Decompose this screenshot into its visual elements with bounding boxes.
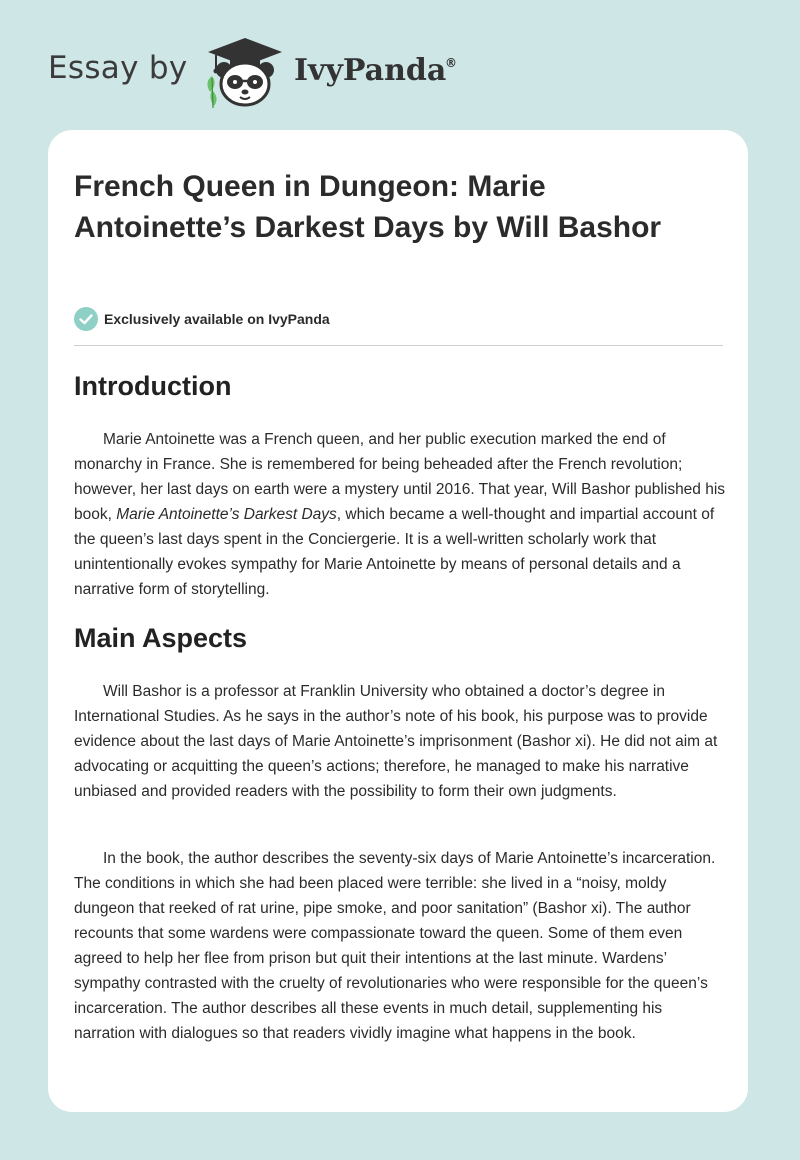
check-circle-icon bbox=[74, 307, 98, 331]
paragraph-introduction bbox=[74, 427, 726, 602]
title-divider bbox=[74, 345, 723, 346]
paragraph-main-aspects-1: Will Bashor is a professor at Franklin University who obtained a doctor’s degree in International Studies. As he says in the author’s note of his book, his purpose was to provide evidence about the last days of Marie Antoinette’s imprisonment (Bashor xi). He did not aim at advocating or acquitting the queen’s actions; therefore, he managed to make his narrative unbiased and provided readers with the possibility to form their own judgments. bbox=[74, 683, 718, 800]
exclusive-badge bbox=[74, 306, 330, 332]
book-title: Marie Antoinette’s Darkest Days bbox=[116, 506, 337, 523]
brand-prefix: Essay by bbox=[48, 50, 188, 86]
paragraph-main-aspects-2: In the book, the author describes the seventy-six days of Marie Antoinette’s incarceration. The conditions in which she had been placed were terrible: she lived in a “noisy, moldy dungeon that reeked of rat urine, pipe smoke, and poor sanitation” (Bashor xi). The author recounts that some wardens were compassionate toward the queen. Some of them even agreed to help her flee from prison but quit their intentions at the last minute. Wardens’ sympathy contrasted with the cruelty of revolutionaries who were responsible for the queen’s incarceration. The author describes all these events in much detail, supplementing his narration with dialogues so that readers vividly imagine what happens in the book. bbox=[74, 850, 716, 1042]
section-heading-introduction: Introduction bbox=[74, 371, 232, 401]
brand-name: IvyPanda bbox=[294, 53, 447, 88]
section-heading-main-aspects: Main Aspects bbox=[74, 623, 248, 653]
site-header bbox=[0, 0, 800, 130]
paragraph-text: Marie Antoinette was a French queen, and her public execution marked the end of monarchy in France. She is remembered for being beheaded after the French revolution; however, her last days on earth were a mystery until 2016. That year, Will Bashor published his book, bbox=[74, 431, 726, 523]
essay-title: French Queen in Dungeon: Marie Antoinette’s Darkest Days by Will Bashor bbox=[74, 170, 662, 244]
exclusive-label: Exclusively available on IvyPanda bbox=[104, 311, 330, 327]
registered-mark: ® bbox=[445, 56, 457, 70]
panda-graduation-cap-icon bbox=[200, 34, 290, 110]
paragraph-text: , which became a well-thought and impartial account of the queen’s last days spent in the Conciergerie. It is a well-written scholarly work that unintentionally evokes sympathy for Marie Antoinette by means of personal details and a narrative form of storytelling. bbox=[74, 506, 715, 598]
essay-card bbox=[48, 130, 748, 1112]
